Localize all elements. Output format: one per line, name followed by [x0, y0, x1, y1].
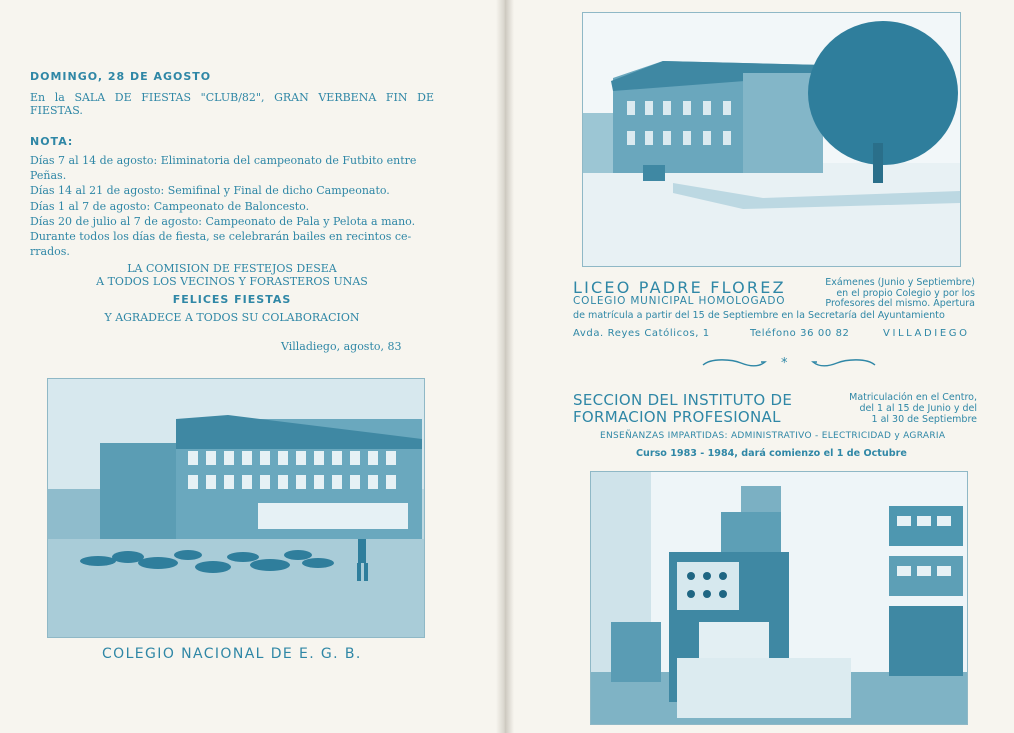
nota-line: Días 20 de julio al 7 de agosto: Campeonato de Pala y Pelota a mano.	[30, 214, 416, 228]
seccion-matric-line2: del 1 al 15 de Junio y del	[859, 403, 977, 414]
liceo-subtitle: COLEGIO MUNICIPAL HOMOLOGADO	[573, 295, 786, 307]
liceo-exam-line1: Exámenes (Junio y Septiembre)	[825, 277, 975, 288]
nota-line: Días 14 al 21 de agosto: Semifinal y Final de dicho Campeonato.	[30, 184, 390, 198]
commission-line2: A TODOS LOS VECINOS Y FORASTEROS UNAS	[96, 275, 368, 288]
agradece-line: Y AGRADECE A TODOS SU COLABORACION	[104, 311, 360, 324]
seccion-title-line2: FORMACION PROFESIONAL	[573, 408, 781, 426]
ornament-flourish-icon	[701, 356, 877, 372]
event-text	[30, 91, 434, 117]
felices-fiestas: FELICES FIESTAS	[172, 293, 292, 306]
section-divider-ornament	[701, 356, 877, 372]
nota-line: Días 7 al 14 de agosto: Eliminatoria del campeonato de Futbito entre	[30, 154, 417, 167]
event-text-line2: FIESTAS.	[30, 104, 83, 117]
ornament-star: *	[781, 356, 788, 371]
colegio-photo	[47, 378, 425, 638]
seccion-title	[573, 392, 792, 426]
nota-line: Durante todos los días de fiesta, se celebrarán bailes en recintos ce-	[30, 230, 412, 244]
seccion-matric-note	[819, 392, 977, 425]
taller-photo-image	[591, 472, 967, 724]
liceo-title: LICEO PADRE FLOREZ	[573, 278, 786, 297]
nota-line: rrados.	[30, 245, 70, 259]
liceo-matricula: de matrícula a partir del 15 de Septiembre en la Secretaría del Ayuntamiento	[573, 310, 945, 321]
nota-list	[30, 153, 434, 259]
ensenanzas-line: ENSEÑANZAS IMPARTIDAS: ADMINISTRATIVO - ELECTRICIDAD y AGRARIA	[600, 431, 946, 441]
liceo-photo	[582, 12, 961, 267]
event-text-line1: En la SALA DE FIESTAS "CLUB/82", GRAN VERBENA FIN DE	[30, 91, 434, 104]
taller-photo	[590, 471, 968, 725]
nota-line: Peñas.	[30, 169, 67, 183]
liceo-exam-line3: Profesores del mismo. Apertura	[825, 298, 975, 309]
liceo-phone: Teléfono 36 00 82	[750, 328, 850, 339]
nota-line: Días 1 al 7 de agosto: Campeonato de Baloncesto.	[30, 199, 310, 213]
nota-heading: NOTA:	[30, 135, 74, 148]
event-heading: DOMINGO, 28 DE AGOSTO	[30, 70, 212, 83]
liceo-photo-image	[583, 13, 960, 266]
liceo-exam-note	[801, 278, 975, 310]
liceo-address: Avda. Reyes Católicos, 1	[573, 328, 710, 339]
commission-line1: LA COMISION DE FESTEJOS DESEA	[127, 262, 337, 275]
left-page	[0, 0, 503, 733]
seccion-matric-line1: Matriculación en el Centro,	[849, 392, 977, 403]
colegio-caption: COLEGIO NACIONAL DE E. G. B.	[102, 646, 362, 662]
place-date: Villadiego, agosto, 83	[281, 340, 402, 353]
curso-line: Curso 1983 - 1984, dará comienzo el 1 de Octubre	[636, 448, 907, 459]
page-gutter-fold	[496, 0, 514, 733]
right-page	[503, 0, 1014, 733]
liceo-exam-line2: en el propio Colegio y por los	[836, 287, 975, 299]
seccion-matric-line3: 1 al 30 de Septiembre	[871, 414, 977, 425]
colegio-photo-image	[48, 379, 424, 637]
liceo-town: VILLADIEGO	[883, 328, 970, 339]
seccion-title-line1: SECCION DEL INSTITUTO DE	[573, 391, 793, 409]
